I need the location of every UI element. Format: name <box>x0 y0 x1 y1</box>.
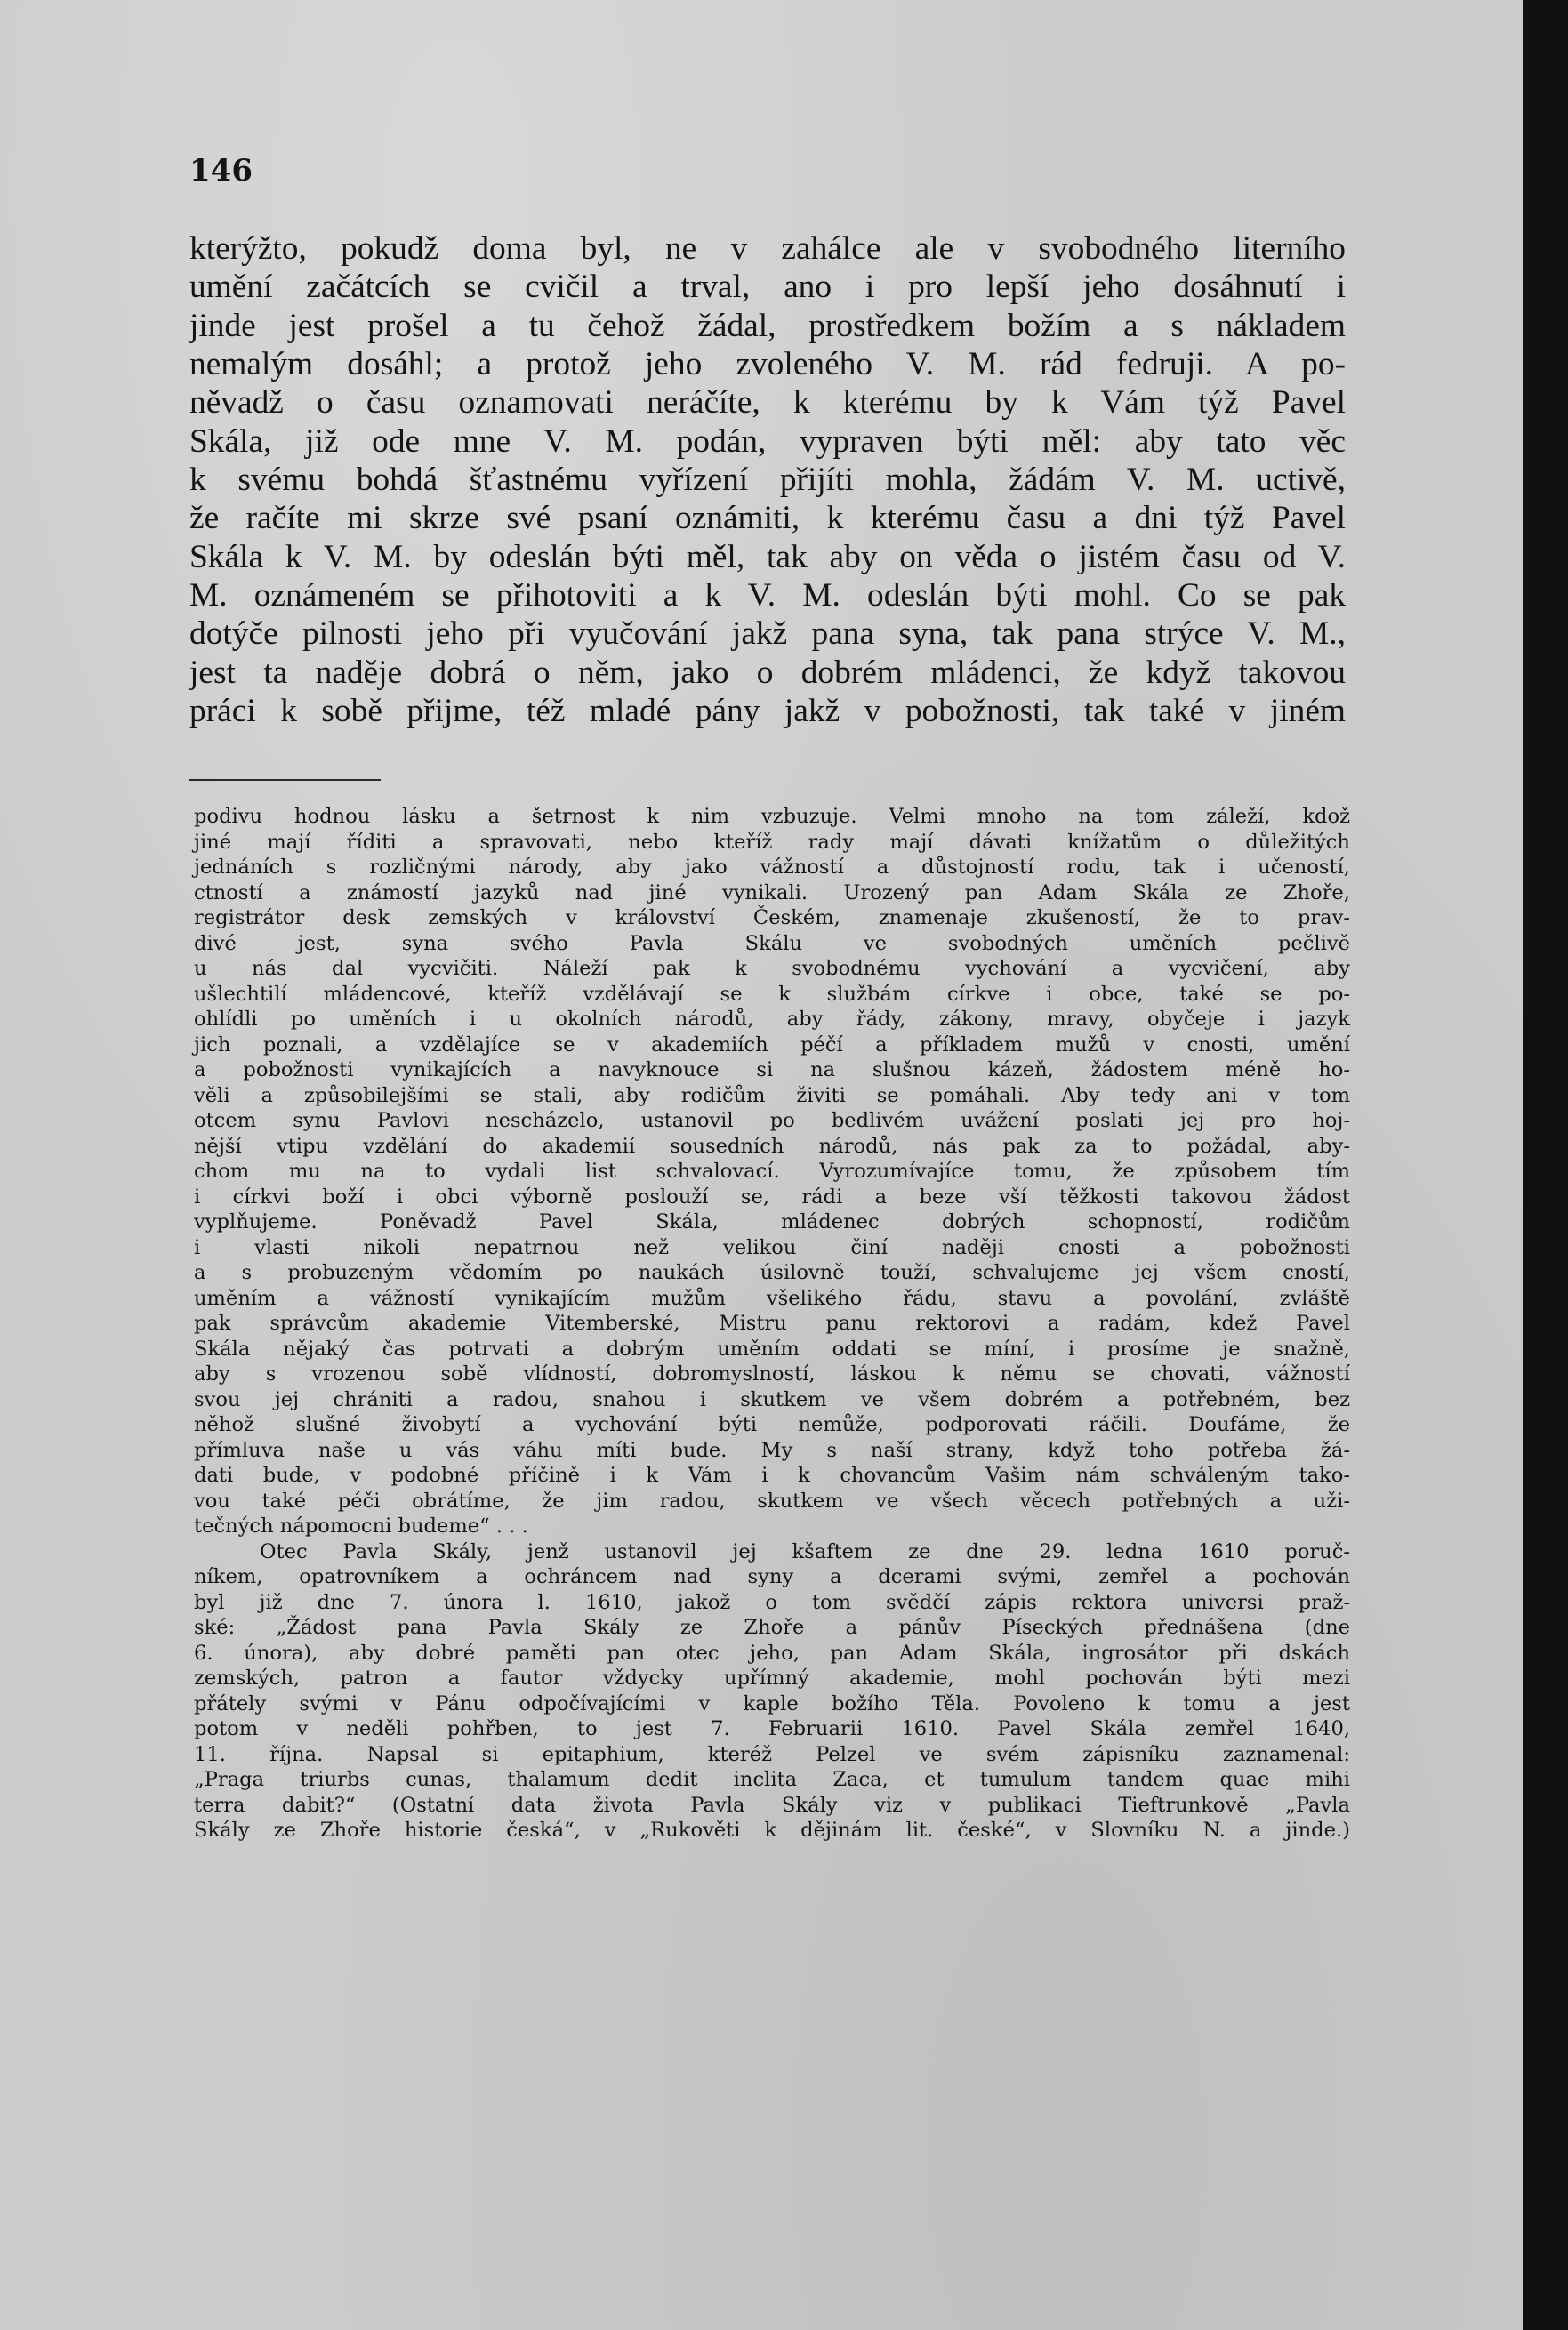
footnote-line: aby s vrozenou sobě vlídností, dobromyslností, láskou k němu se chovati, vážností <box>194 1362 1350 1386</box>
footnote-line: i vlasti nikoli nepatrnou než velikou činí naději cnosti a pobožnosti <box>194 1235 1350 1259</box>
footnote-line: ohlídli po uměních i u okolních národů, aby řády, zákony, mravy, obyčeje i jazyk <box>194 1008 1350 1031</box>
text-line: umění začátcích se cvičil a trval, ano i pro lepší jeho dosáhnutí i <box>189 269 1346 306</box>
text-line: jinde jest prošel a tu čehož žádal, prostředkem božím a s nákladem <box>189 307 1346 344</box>
footnote-line: otcem synu Pavlovi nescházelo, ustanovil po bedlivém uvážení poslati jej pro hoj- <box>194 1109 1350 1132</box>
footnote-line: podivu hodnou lásku a šetrnost k nim vzbuzuje. Velmi mnoho na tom záleží, kdož <box>194 805 1350 828</box>
footnote-line: potom v neděli pohřben, to jest 7. Februarii 1610. Pavel Skála zemřel 1640, <box>194 1717 1350 1740</box>
footnote-line: přímluva naše u vás váhu míti bude. My s naší strany, když toho potřeba žá- <box>194 1438 1350 1462</box>
page-number: 146 <box>189 153 253 189</box>
footnote-line: byl již dne 7. února l. 1610, jakož o tom svědčí zápis rektora universi praž- <box>194 1590 1350 1614</box>
footnote-line: tečných nápomocni budeme“ . . . <box>194 1514 528 1538</box>
footnote-line: přátely svými v Pánu odpočívajícími v kaple božího Těla. Povoleno k tomu a jest <box>194 1691 1350 1715</box>
main-text <box>189 229 1346 730</box>
footnote-divider <box>189 779 381 781</box>
footnote-line: jiné mají říditi a spravovati, nebo kteříž rady mají dávati knížatům o důležitých <box>194 830 1350 854</box>
footnote-line: a s probuzeným vědomím po naukách úsilovně touží, schvalujeme jej všem cností, <box>194 1261 1350 1284</box>
footnote-line: terra dabit?“ (Ostatní data života Pavla Skály viz v publikaci Tieftrunkově „Pavla <box>194 1793 1350 1817</box>
footnote-line: jednáních s rozličnými národy, aby jako vážností a důstojností rodu, tak i učeností, <box>194 856 1350 879</box>
footnote-line: nější vtipu vzdělání do akademií sousedních národů, nás pak za to požádal, aby- <box>194 1134 1350 1158</box>
text-line: jest ta naděje dobrá o něm, jako o dobrém mládenci, že když takovou <box>189 654 1346 691</box>
footnote-line: věli a způsobilejšími se stali, aby rodičům živiti se pomáhali. Aby tedy ani v tom <box>194 1083 1350 1107</box>
footnote-line: a pobožnosti vynikajících a navyknouce si na slušnou kázeň, žádostem méně ho- <box>194 1058 1350 1081</box>
text-line: práci k sobě přijme, též mladé pány jakž v pobožnosti, tak také v jiném <box>189 693 1346 730</box>
footnote-line: „Praga triurbs cunas, thalamum dedit inclita Zaca, et tumulum tandem quae mihi <box>194 1768 1350 1791</box>
footnote-line: níkem, opatrovníkem a ochráncem nad syny a dcerami svými, zemřel a pochován <box>194 1565 1350 1588</box>
scan-dark-edge <box>1523 0 1568 2330</box>
footnote-line: ctností a známostí jazyků nad jiné vynikali. Urozený pan Adam Skála ze Zhoře, <box>194 880 1350 904</box>
footnote-line: vyplňujeme. Poněvadž Pavel Skála, mládenec dobrých schopností, rodičům <box>194 1210 1350 1233</box>
text-line: dotýče pilnosti jeho při vyučování jakž pana syna, tak pana strýce V. M., <box>189 615 1346 653</box>
footnote-line: vou také péči obrátíme, že jim radou, skutkem ve všech věcech potřebných a uži- <box>194 1489 1350 1513</box>
footnote-line: i církvi boží i obci výborně poslouží se, rádi a beze vší těžkosti takovou žádost <box>194 1185 1350 1209</box>
footnote-line: uměním a vážností vynikajícím mužům všelikého řádu, stavu a povolání, zvláště <box>194 1286 1350 1310</box>
footnote-line: jich poznali, a vzdělajíce se v akademiích péčí a příkladem mužů v cnosti, umění <box>194 1032 1350 1057</box>
footnote-line: registrátor desk zemských v království Českém, znamenaje zkušeností, že to prav- <box>194 906 1350 929</box>
text-line: M. oznámeném se přihotoviti a k V. M. odeslán býti mohl. Co se pak <box>189 577 1346 615</box>
text-line: Skála, již ode mne V. M. podán, vypraven býti měl: aby tato věc <box>189 422 1346 460</box>
text-line: že račíte mi skrze své psaní oznámiti, k kterému času a dni týž Pavel <box>189 500 1346 537</box>
footnote-line: 11. října. Napsal si epitaphium, kteréž Pelzel ve svém zápisníku zaznamenal: <box>194 1742 1350 1766</box>
footnote-line: zemských, patron a fautor vždycky upřímný akademie, mohl pochován býti mezi <box>194 1667 1350 1690</box>
text-line: k svému bohdá šťastnému vyřízení přijíti mohla, žádám V. M. uctivě, <box>189 462 1346 499</box>
footnote-line: u nás dal vycvičiti. Náleží pak k svobodnému vychování a vycvičení, aby <box>194 957 1350 980</box>
text-line: Skála k V. M. by odeslán býti měl, tak aby on věda o jistém času od V. <box>189 538 1346 575</box>
footnote-line: 6. února), aby dobré paměti pan otec jeho, pan Adam Skála, ingrosátor při dskách <box>194 1641 1350 1665</box>
footnote-line: ské: „Žádost pana Pavla Skály ze Zhoře a pánův Píseckých přednášena (dne <box>194 1616 1350 1639</box>
footnote-line: chom mu na to vydali list schvalovací. Vyrozumívajíce tomu, že způsobem tím <box>194 1160 1350 1183</box>
footnote-line: pak správcům akademie Vitemberské, Mistru panu rektorovi a radám, kdež Pavel <box>194 1312 1350 1335</box>
footnote-line: Skála nějaký čas potrvati a dobrým uměním oddati se míní, i prosíme je snažně, <box>194 1337 1350 1361</box>
footnote-line: ušlechtilí mládencové, kteříž vzdělávají se k službám církve i obce, také se po- <box>194 982 1350 1006</box>
text-line: něvadž o času oznamovati neráčíte, k kterému by k Vám týž Pavel <box>189 384 1346 422</box>
footnote-line: Otec Pavla Skály, jenž ustanovil jej kšaftem ze dne 29. ledna 1610 poruč- <box>260 1539 1350 1563</box>
text-line: kterýžto, pokudž doma byl, ne v zahálce ale v svobodného literního <box>189 230 1346 267</box>
footnote-text <box>194 804 1350 1844</box>
text-line: nemalým dosáhl; a protož jeho zvoleného V. M. rád fedruji. A po- <box>189 346 1346 383</box>
footnote-line: dati bude, v podobné příčině i k Vám i k chovancům Vašim nám schváleným tako- <box>194 1464 1350 1487</box>
footnote-line: svou jej chrániti a radou, snahou i skutkem ve všem dobrém a potřebném, bez <box>194 1387 1350 1411</box>
footnote-line: Skály ze Zhoře historie česká“, v „Rukověti k dějinám lit. české“, v Slovníku N. a jinde.) <box>194 1819 1350 1842</box>
footnote-line: něhož slušné živobytí a vychování býti nemůže, podporovati ráčili. Doufáme, že <box>194 1413 1350 1436</box>
footnote-line: divé jest, syna svého Pavla Skálu ve svobodných uměních pečlivě <box>194 931 1350 955</box>
